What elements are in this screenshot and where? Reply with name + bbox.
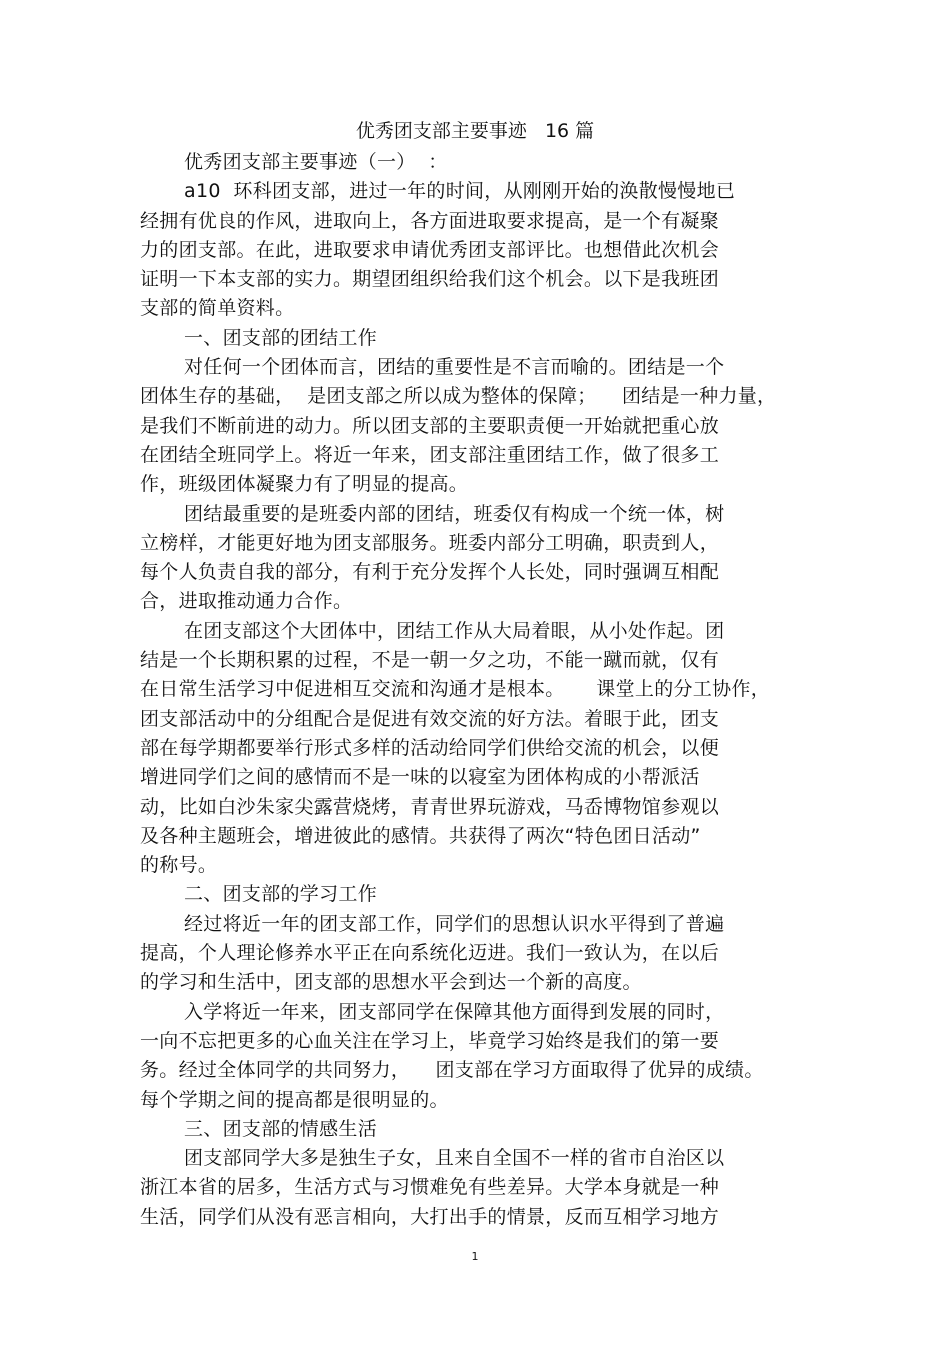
- text-line: 经过将近一年的团支部工作，同学们的思想认识水平得到了普遍: [184, 912, 725, 935]
- text-line: 二、团支部的学习工作: [184, 883, 378, 906]
- text-line: 及各种主题班会，增进彼此的感情。共获得了两次“特色团日活动”: [140, 824, 701, 847]
- text-line: 团体生存的基础， 是团支部之所以成为整体的保障； 团结是一种力量，: [140, 385, 777, 408]
- document-body: [140, 148, 810, 1232]
- text-line: 团结最重要的是班委内部的团结，班委仅有构成一个统一体，树: [184, 502, 725, 525]
- text-line: 提高，个人理论修养水平正在向系统化迈进。我们一致认为，在以后: [140, 942, 720, 965]
- text-line: 力的团支部。在此，进取要求申请优秀团支部评比。也想借此次机会: [140, 238, 720, 261]
- text-line: 的称号。: [140, 854, 218, 877]
- text-line: 在团结全班同学上。将近一年来，团支部注重团结工作，做了很多工: [140, 443, 720, 466]
- text-line: 经拥有优良的作风，进取向上，各方面进取要求提高，是一个有凝聚: [140, 209, 720, 232]
- text-line: 一向不忘把更多的心血关注在学习上，毕竟学习始终是我们的第一要: [140, 1029, 720, 1052]
- text-line: 部在每学期都要举行形式多样的活动给同学们供给交流的机会，以便: [140, 736, 720, 759]
- text-line: 作，班级团体凝聚力有了明显的提高。: [140, 473, 469, 496]
- text-line: 团支部活动中的分组配合是促进有效交流的好方法。着眼于此，团支: [140, 707, 720, 730]
- text-line: 在日常生活学习中促进相互交流和沟通才是根本。 课堂上的分工协作，: [140, 678, 770, 701]
- text-line: 是我们不断前进的动力。所以团支部的主要职责便一开始就把重心放: [140, 414, 720, 437]
- text-line: 三、团支部的情感生活: [184, 1117, 378, 1140]
- text-line: 生活，同学们从没有恶言相向，大打出手的情景，反而互相学习地方: [140, 1205, 720, 1228]
- text-line: 动，比如白沙朱家尖露营烧烤，青青世界玩游戏，马岙博物馆参观以: [140, 795, 720, 818]
- text-line: 支部的简单资料。: [140, 297, 295, 320]
- text-line: a10 环科团支部，进过一年的时间，从刚刚开始的涣散慢慢地已: [184, 180, 736, 203]
- page-number: 1: [471, 1250, 479, 1263]
- text-line: 立榜样，才能更好地为团支部服务。班委内部分工明确，职责到人，: [140, 531, 720, 554]
- text-line: 每个学期之间的提高都是很明显的。: [140, 1088, 449, 1111]
- text-line: 的学习和生活中，团支部的思想水平会到达一个新的高度。: [140, 971, 642, 994]
- text-line: 对任何一个团体而言，团结的重要性是不言而喻的。团结是一个: [184, 356, 725, 379]
- text-line: 在团支部这个大团体中，团结工作从大局着眼，从小处作起。团: [184, 619, 725, 642]
- document-title: 优秀团支部主要事迹 16 篇: [355, 120, 595, 142]
- text-line: 增进同学们之间的感情而不是一味的以寝室为团体构成的小帮派活: [140, 766, 700, 789]
- text-line: 团支部同学大多是独生子女，且来自全国不一样的省市自治区以: [184, 1147, 725, 1170]
- text-line: 入学将近一年来，团支部同学在保障其他方面得到发展的同时，: [184, 1000, 725, 1023]
- text-line: 结是一个长期积累的过程，不是一朝一夕之功，不能一蹴而就，仅有: [140, 649, 720, 672]
- text-line: 一、团支部的团结工作: [184, 326, 378, 349]
- text-line: 务。经过全体同学的共同努力， 团支部在学习方面取得了优异的成绩。: [140, 1059, 764, 1082]
- text-line: 合，进取推动通力合作。: [140, 590, 353, 613]
- text-line: 浙江本省的居多，生活方式与习惯难免有些差异。大学本身就是一种: [140, 1176, 720, 1199]
- text-line: 每个人负责自我的部分，有利于充分发挥个人长处，同时强调互相配: [140, 561, 720, 584]
- text-line: 证明一下本支部的实力。期望团组织给我们这个机会。以下是我班团: [140, 268, 720, 291]
- text-line: 优秀团支部主要事迹（一） ：: [184, 151, 448, 173]
